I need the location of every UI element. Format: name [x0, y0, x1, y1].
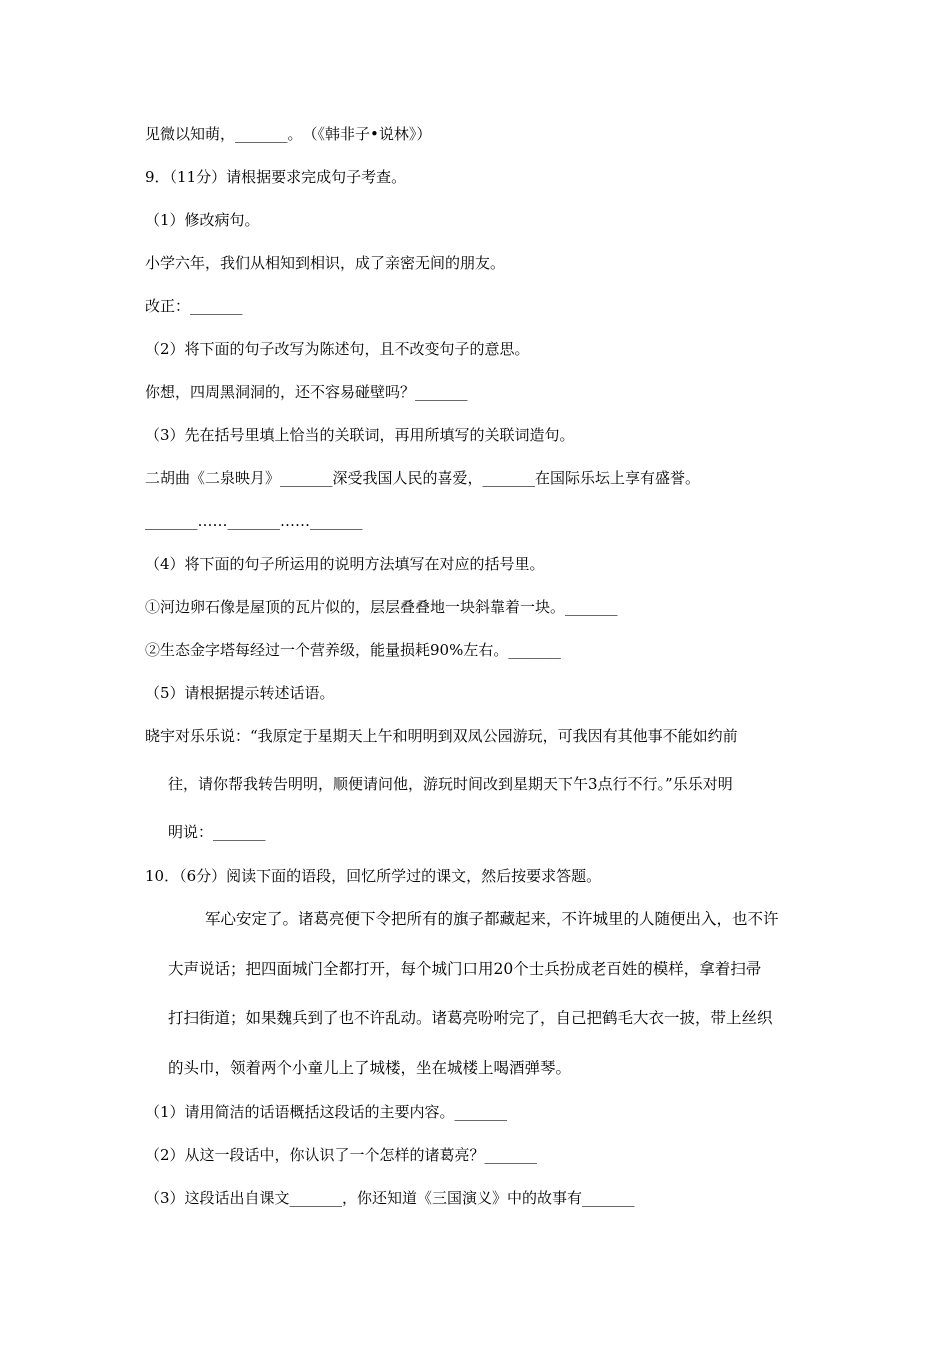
q9-part1-prompt: （1）修改病句。	[145, 211, 260, 229]
q10-part3: （3）这段话出自课文_______，你还知道《三国演义》中的故事有_______	[145, 1189, 635, 1207]
q9-part5-quote-line2: 往，请你帮我转告明明，顺便请问他，游玩时间改到星期天下午3点行不行。”乐乐对明	[168, 775, 733, 793]
q9-part1-answer: 改正：_______	[145, 297, 243, 315]
question-10-heading: 10．（6分）阅读下面的语段，回忆所学过的课文，然后按要求答题。	[145, 867, 602, 885]
passage-line: 的头巾，领着两个小童儿上了城楼，坐在城楼上喝酒弹琴。	[168, 1059, 572, 1077]
q10-part1: （1）请用简洁的话语概括这段话的主要内容。_______	[145, 1103, 508, 1121]
q10-part2: （2）从这一段话中，你认识了一个怎样的诸葛亮？_______	[145, 1146, 538, 1164]
proverb-fill-blank: 见微以知萌，_______。 （《韩非子•说林》）	[145, 125, 432, 143]
q9-part4-item2: ②生态金字塔每经过一个营养级，能量损耗90%左右。_______	[145, 641, 561, 659]
passage-line: 大声说话；把四面城门全都打开，每个城门口用20个士兵扮成老百姓的模样，拿着扫帚	[168, 960, 762, 978]
q9-part3-answer: _______……_______……_______	[145, 512, 363, 530]
passage-line: 打扫街道；如果魏兵到了也不许乱动。诸葛亮吩咐完了，自己把鹤毛大衣一披，带上丝织	[168, 1009, 773, 1027]
q9-part5-prompt: （5）请根据提示转述话语。	[145, 684, 335, 702]
question-9-heading: 9．（11分）请根据要求完成句子考查。	[145, 168, 407, 186]
q9-part3-prompt: （3）先在括号里填上恰当的关联词，再用所填写的关联词造句。	[145, 426, 575, 444]
q9-part2-sentence: 你想，四周黑洞洞的，还不容易碰壁吗？_______	[145, 383, 468, 401]
q9-part4-prompt: （4）将下面的句子所运用的说明方法填写在对应的括号里。	[145, 555, 545, 573]
q9-part5-answer: 明说：_______	[168, 823, 266, 841]
q9-part1-sentence: 小学六年，我们从相知到相识，成了亲密无间的朋友。	[145, 254, 506, 272]
q9-part2-prompt: （2）将下面的句子改写为陈述句，且不改变句子的意思。	[145, 340, 530, 358]
q9-part4-item1: ①河边卵石像是屋顶的瓦片似的，层层叠叠地一块斜靠着一块。_______	[145, 598, 618, 616]
q9-part5-quote-line1: 晓宇对乐乐说：“我原定于星期天上午和明明到双凤公园游玩，可我因有其他事不能如约前	[145, 727, 738, 745]
passage-line: 军心安定了。诸葛亮便下令把所有的旗子都藏起来，不许城里的人随便出入，也不许	[205, 910, 779, 928]
q9-part3-sentence: 二胡曲《二泉映月》_______深受我国人民的喜爱，_______在国际乐坛上享有盛誉。	[145, 469, 701, 487]
